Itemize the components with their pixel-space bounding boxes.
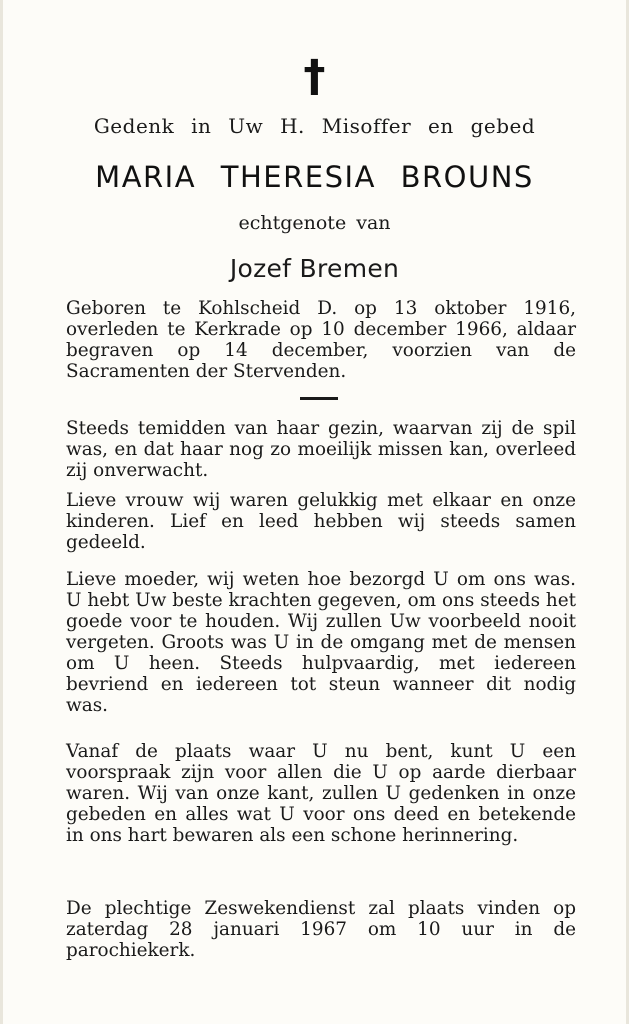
paragraph-family — [66, 418, 576, 481]
paragraph-text: Lieve moeder, wij weten hoe bezorgd U om ons was. U hebt Uw beste krachten gegeven, om ons steeds het goede voor te houden. Wij zullen Uw voorbeeld nooit vergeten. Groots was U in de omgang met de mensen om U heen. Steeds hulpvaardig, met iedereen bevriend en iedereen tot steun wanneer dit nodig was. — [66, 569, 576, 716]
deceased-name: MARIA THERESIA BROUNS — [95, 160, 534, 194]
biography-text: Geboren te Kohlscheid D. op 13 oktober 1916, overleden te Kerkrade op 10 december 1966, aldaar begraven op 14 december, voorzien van de Sacramenten der Stervenden. — [66, 298, 576, 382]
section-divider — [300, 397, 338, 400]
biography-paragraph — [66, 298, 576, 382]
paragraph-wife — [66, 490, 576, 553]
paragraph-intercession — [66, 741, 576, 846]
paragraph-text: Steeds temidden van haar gezin, waarvan zij de spil was, en dat haar nog zo moeilijk missen kan, overleed zij onverwacht. — [66, 418, 576, 481]
paragraph-text: Lieve vrouw wij waren gelukkig met elkaar en onze kinderen. Lief en leed hebben wij steeds samen gedeeld. — [66, 490, 576, 553]
paragraph-service — [66, 898, 576, 961]
paragraph-text: De plechtige Zeswekendienst zal plaats vinden op zaterdag 28 januari 1967 om 10 uur in de parochiekerk. — [66, 898, 576, 961]
relation-line: echtgenote van — [238, 212, 391, 234]
intro-line: Gedenk in Uw H. Misoffer en gebed — [93, 114, 536, 138]
paragraph-text: Vanaf de plaats waar U nu bent, kunt U een voorspraak zijn voor allen die U op aarde dierbaar waren. Wij van onze kant, zullen U gedenken in onze gebeden en alles wat U voor ons deed en betekende in ons hart bewaren als een schone herinnering. — [66, 741, 576, 846]
spouse-name: Jozef Bremen — [229, 254, 400, 283]
paragraph-mother — [66, 569, 576, 716]
cross-icon: † — [303, 51, 326, 102]
